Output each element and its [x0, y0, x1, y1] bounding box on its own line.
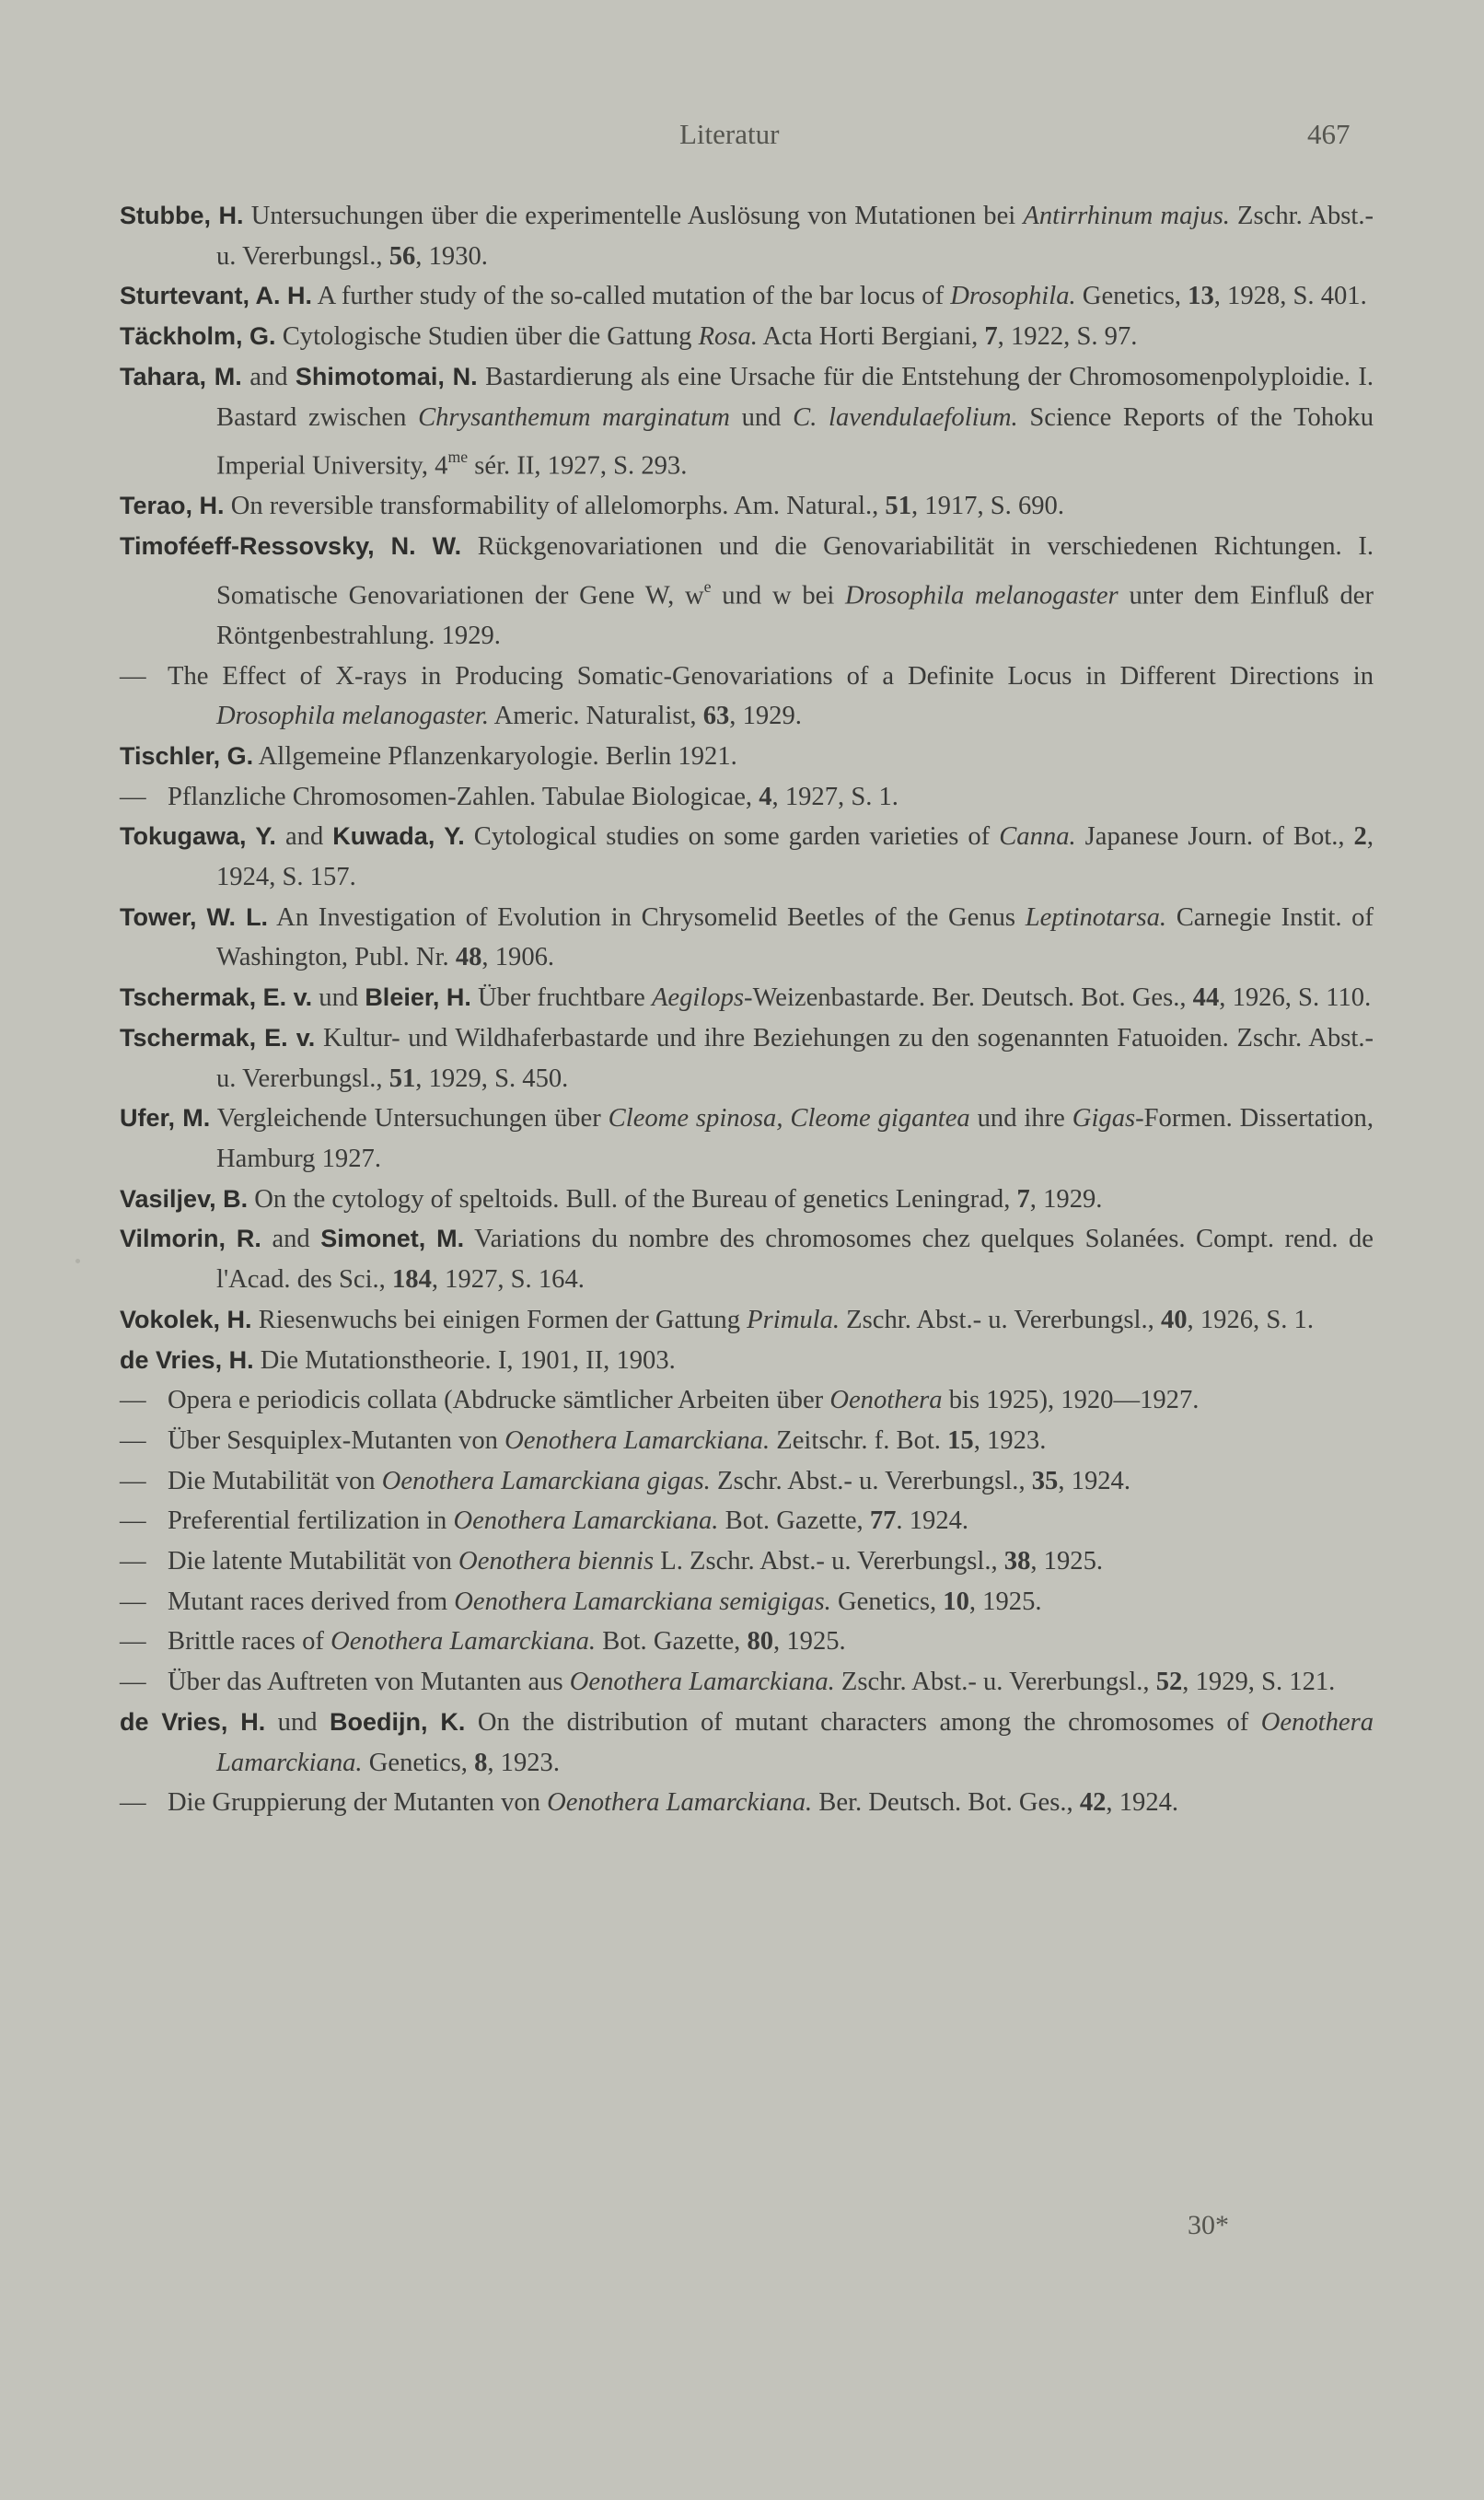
ref-text: , 1928, S. 401. [1213, 282, 1367, 311]
ref-text: Die Mutabilität von [168, 1466, 382, 1495]
ref-italic: Oenothera biennis [458, 1547, 655, 1576]
reference-entry [120, 276, 1374, 317]
reference-entry [120, 1018, 1374, 1099]
author-name: Tahara, M. [120, 362, 242, 390]
running-head [0, 118, 1484, 164]
ref-text: , 1929, S. 450. [415, 1064, 569, 1093]
ref-text: Carnegie Instit. of Washington, Publ. Nr. [216, 902, 1374, 972]
ref-text: Preferential fertilization in [168, 1506, 454, 1536]
ref-text: sér. II, 1927, S. 293. [468, 451, 688, 481]
page-number: 467 [1307, 118, 1351, 150]
author-conjunction: und [319, 983, 359, 1013]
ref-text: Die Gruppierung der Mutanten von [168, 1788, 548, 1818]
ref-italic: Canna. [999, 822, 1076, 852]
ref-text: , 1917, S. 690. [910, 492, 1065, 521]
reference-entry [120, 357, 1374, 487]
ref-text: Japanese Journ. of Bot., [1075, 822, 1354, 852]
author-name: de Vries, H. [120, 1707, 266, 1736]
ref-superscript: e [703, 576, 712, 596]
reference-entry [120, 1300, 1374, 1341]
ref-text: -Formen. Dissertation, Hamburg 1927. [216, 1104, 1374, 1173]
ref-text: Science Reports of the Tohoku Imperial University, 4 [216, 402, 1374, 481]
reference-entry [120, 1421, 1374, 1461]
author-name: Tschermak, E. v. [120, 983, 313, 1012]
reference-entry [120, 1541, 1374, 1582]
ditto-dash: — [120, 782, 146, 811]
ref-italic: Oenothera Lamarckiana. [504, 1425, 771, 1455]
ref-text: Die Mutationstheorie. I, 1901, II, 1903. [260, 1345, 676, 1375]
ref-text: Rückgenovariationen und die Genovariabilität in verschiedenen Richtungen. I. Somatische Genovariationen der Gene W, w [216, 532, 1374, 610]
ref-text: , 1924. [1058, 1466, 1130, 1495]
ref-italic: Oenothera [829, 1386, 943, 1415]
ref-text: Allgemeine Pflanzenkaryologie. Berlin 1921. [258, 741, 737, 771]
volume-number: 44 [1192, 983, 1220, 1013]
ref-text: Ber. Deutsch. Bot. Ges., [812, 1788, 1080, 1818]
author-name: Simonet, M. [320, 1225, 465, 1253]
reference-entry [120, 1622, 1374, 1662]
reference-entry [120, 1180, 1374, 1220]
reference-entry [120, 196, 1374, 276]
ref-text: , 1927, S. 164. [431, 1265, 585, 1295]
ref-text: Zschr. Abst.- u. Vererbungsl., [710, 1466, 1032, 1495]
ref-italic: Oenothera Lamarckiana. [330, 1627, 597, 1657]
ref-text: und w bei [711, 581, 846, 610]
ref-text: , 1922, S. 97. [997, 322, 1138, 352]
author-name: Tschermak, E. v. [120, 1023, 316, 1052]
ref-text: Mutant races derived from [168, 1587, 455, 1616]
ditto-dash: — [120, 661, 146, 691]
margin-speck [75, 1259, 80, 1263]
ref-italic: Oenothera Lamarckiana. [453, 1506, 719, 1536]
volume-number: 10 [943, 1587, 969, 1616]
reference-entry [120, 817, 1374, 897]
ref-text: On reversible transformability of allelomorphs. Am. Natural., [230, 492, 886, 521]
author-name: Shimotomai, N. [295, 362, 478, 390]
ref-text: , 1925. [1030, 1547, 1104, 1576]
ref-text: Zeitschr. f. Bot. [770, 1425, 948, 1455]
ref-text: Bot. Gazette, [596, 1627, 748, 1657]
author-name: Kuwada, Y. [332, 822, 465, 851]
ref-text: , 1929, S. 121. [1182, 1668, 1336, 1697]
volume-number: 8 [474, 1748, 488, 1777]
ref-italic: Primula. [747, 1305, 841, 1334]
ref-text: The Effect of X-rays in Producing Somatic-Genovariations of a Definite Locus in Different Directions in [168, 661, 1374, 691]
ref-text: , 1924. [1106, 1788, 1179, 1818]
author-name: Sturtevant, A. H. [120, 282, 313, 310]
ditto-dash: — [120, 1466, 146, 1495]
ref-text: , 1930. [415, 241, 488, 271]
volume-number: 35 [1031, 1466, 1059, 1495]
volume-number: 48 [455, 943, 482, 972]
volume-number: 63 [702, 702, 730, 731]
author-name: Bleier, H. [365, 983, 471, 1012]
ref-text: Opera e periodicis collata (Abdrucke sämtlicher Arbeiten über [168, 1386, 830, 1415]
ref-italic: Drosophila. [950, 282, 1076, 311]
volume-number: 7 [1016, 1184, 1030, 1214]
ref-text: Über fruchtbare [478, 983, 652, 1013]
volume-number: 13 [1188, 282, 1214, 311]
ref-text: , 1929. [1029, 1184, 1103, 1214]
reference-entry [120, 657, 1374, 737]
ditto-dash: — [120, 1425, 146, 1455]
reference-entry [120, 1783, 1374, 1823]
ref-text: Variations du nombre des chromosomes chez quelques Solanées. Compt. rend. de l'Acad. des Sci., [216, 1225, 1374, 1295]
running-title: Literatur [679, 118, 780, 150]
reference-entry [120, 737, 1374, 777]
ditto-dash: — [120, 1627, 146, 1657]
volume-number: 15 [947, 1425, 974, 1455]
ref-text: bis 1925), 1920—1927. [942, 1386, 1200, 1415]
ditto-dash: — [120, 1506, 146, 1536]
ref-superscript: me [447, 448, 469, 467]
ref-text: Genetics, [362, 1748, 475, 1777]
signature-mark: 30* [1188, 2210, 1229, 2240]
ref-italic: Rosa. [698, 322, 758, 352]
ref-italic: Drosophila melanogaster [845, 581, 1119, 610]
volume-number: 38 [1003, 1547, 1031, 1576]
volume-number: 80 [747, 1627, 774, 1657]
author-name: Terao, H. [120, 492, 225, 520]
ref-text: und ihre [969, 1104, 1072, 1134]
reference-entry [120, 1219, 1374, 1299]
author-name: Boedijn, K. [330, 1707, 466, 1736]
ref-text: , 1925. [773, 1627, 846, 1657]
reference-list [120, 196, 1374, 1823]
author-name: Ufer, M. [120, 1104, 211, 1133]
reference-entry [120, 1461, 1374, 1502]
ref-text: Über Sesquiplex-Mutanten von [168, 1425, 505, 1455]
ref-text: , 1924, S. 157. [216, 822, 1374, 892]
author-name: Vilmorin, R. [120, 1225, 261, 1253]
ref-text: L. Zschr. Abst.- u. Vererbungsl., [654, 1547, 1004, 1576]
reference-entry [120, 1099, 1374, 1179]
ref-text: On the distribution of mutant characters among the chromosomes of [477, 1707, 1261, 1737]
ref-text: A further study of the so-called mutation of the bar locus of [317, 282, 951, 311]
reference-entry [120, 1582, 1374, 1622]
ref-italic: Antirrhinum majus. [1023, 202, 1230, 230]
ref-text: , 1923. [973, 1425, 1047, 1455]
ditto-dash: — [120, 1668, 146, 1697]
author-name: Tower, W. L. [120, 902, 269, 931]
reference-entry [120, 486, 1374, 527]
author-name: de Vries, H. [120, 1345, 254, 1374]
volume-number: 52 [1155, 1668, 1183, 1697]
reference-entry [120, 1501, 1374, 1541]
author-name: Tokugawa, Y. [120, 822, 276, 851]
reference-entry [120, 1380, 1374, 1421]
ref-text: Zschr. Abst.- u. Vererbungsl., [216, 202, 1374, 271]
ref-text: An Investigation of Evolution in Chrysomelid Beetles of the Genus [276, 902, 1026, 932]
ref-text: Untersuchungen über die experimentelle Auslösung von Mutationen bei [250, 202, 1024, 230]
author-name: Vokolek, H. [120, 1305, 252, 1333]
ref-text: Genetics, [830, 1587, 944, 1616]
ref-text: , 1926, S. 1. [1187, 1305, 1314, 1334]
volume-number: 2 [1353, 822, 1367, 852]
ref-text: Bot. Gazette, [718, 1506, 870, 1536]
author-conjunction: und [277, 1707, 318, 1737]
ref-text: Cytological studies on some garden varieties of [473, 822, 1000, 852]
reference-entry [120, 1341, 1374, 1381]
reference-entry [120, 1703, 1374, 1783]
ref-text: Brittle races of [168, 1627, 331, 1657]
author-name: Täckholm, G. [120, 322, 276, 351]
ref-text: Pflanzliche Chromosomen-Zahlen. Tabulae Biologicae, [168, 782, 759, 811]
reference-entry [120, 527, 1374, 657]
ditto-dash: — [120, 1788, 146, 1818]
ref-italic: Oenothera Lamarckiana gigas. [381, 1466, 711, 1495]
ref-italic: Cleome spinosa, Cleome gigantea [608, 1104, 970, 1134]
volume-number: 184 [391, 1265, 432, 1295]
reference-entry [120, 317, 1374, 357]
author-name: Timoféeff-Ressovsky, N. W. [120, 532, 462, 561]
reference-entry [120, 1662, 1374, 1703]
author-conjunction: and [272, 1225, 310, 1254]
ref-text: Kultur- und Wildhaferbastarde und ihre Beziehungen zu den sogenannten Fatuoiden. Zschr. Abst.- u. Vererbungsl., [216, 1023, 1374, 1093]
ref-text: Americ. Naturalist, [489, 702, 703, 731]
ref-text: , 1927, S. 1. [771, 782, 899, 811]
ref-text: , 1929. [729, 702, 802, 731]
ref-italic: Oenothera Lamarckiana. [569, 1668, 835, 1697]
ref-italic: Chrysanthemum marginatum [418, 402, 730, 432]
volume-number: 51 [388, 1064, 416, 1093]
ref-italic: Gigas [1072, 1104, 1136, 1134]
ref-text: Genetics, [1075, 282, 1188, 311]
author-name: Stubbe, H. [120, 202, 244, 229]
ref-text: Vergleichende Untersuchungen über [216, 1104, 609, 1134]
ref-text: , 1923. [487, 1748, 560, 1777]
ref-italic: C. lavendulaefolium. [793, 402, 1018, 432]
volume-number: 4 [759, 782, 772, 811]
ref-italic: Oenothera Lamarckiana. [547, 1788, 813, 1818]
ref-text: -Weizenbastarde. Ber. Deutsch. Bot. Ges., [744, 983, 1193, 1013]
ditto-dash: — [120, 1386, 146, 1415]
ditto-dash: — [120, 1587, 146, 1616]
ref-text: , 1906. [481, 943, 555, 972]
ref-italic: Leptinotarsa. [1025, 902, 1167, 932]
volume-number: 42 [1079, 1788, 1107, 1818]
ref-text: Zschr. Abst.- u. Vererbungsl., [834, 1668, 1156, 1697]
ref-text: Zschr. Abst.- u. Vererbungsl., [840, 1305, 1161, 1334]
reference-entry [120, 898, 1374, 978]
volume-number: 51 [885, 492, 911, 521]
ref-italic: Oenothera Lamarckiana. [216, 1707, 1374, 1777]
ref-text: und [729, 402, 794, 432]
volume-number: 56 [388, 241, 416, 271]
ref-text: . 1924. [896, 1506, 969, 1536]
ref-text: Riesenwuchs bei einigen Formen der Gattung [258, 1305, 748, 1334]
author-conjunction: and [249, 362, 288, 391]
ref-text: unter dem Einfluß der Röntgenbestrahlung. 1929. [216, 581, 1374, 650]
ref-text: , 1926, S. 110. [1219, 983, 1372, 1013]
ref-text: Die latente Mutabilität von [168, 1547, 459, 1576]
reference-entry [120, 777, 1374, 818]
ref-text: , 1925. [968, 1587, 1042, 1616]
author-name: Vasiljev, B. [120, 1184, 249, 1213]
author-conjunction: and [284, 822, 324, 852]
author-name: Tischler, G. [120, 741, 254, 770]
volume-number: 7 [984, 322, 998, 352]
ref-text: Über das Auftreten von Mutanten aus [168, 1668, 570, 1697]
volume-number: 40 [1160, 1305, 1188, 1334]
ditto-dash: — [120, 1547, 146, 1576]
ref-italic: Drosophila melanogaster. [216, 702, 490, 731]
ref-text: Bastardierung als eine Ursache für die Entstehung der Chromosomenpolyploidie. I. Bastard zwischen [216, 362, 1374, 432]
ref-italic: Aegilops [651, 983, 745, 1013]
ref-text: Acta Horti Bergiani, [757, 322, 985, 352]
ref-italic: Oenothera Lamarckiana semigigas. [454, 1587, 831, 1616]
volume-number: 77 [869, 1506, 897, 1536]
reference-entry [120, 978, 1374, 1018]
ref-text: Cytologische Studien über die Gattung [282, 322, 699, 352]
ref-text: On the cytology of speltoids. Bull. of the Bureau of genetics Leningrad, [254, 1184, 1017, 1214]
